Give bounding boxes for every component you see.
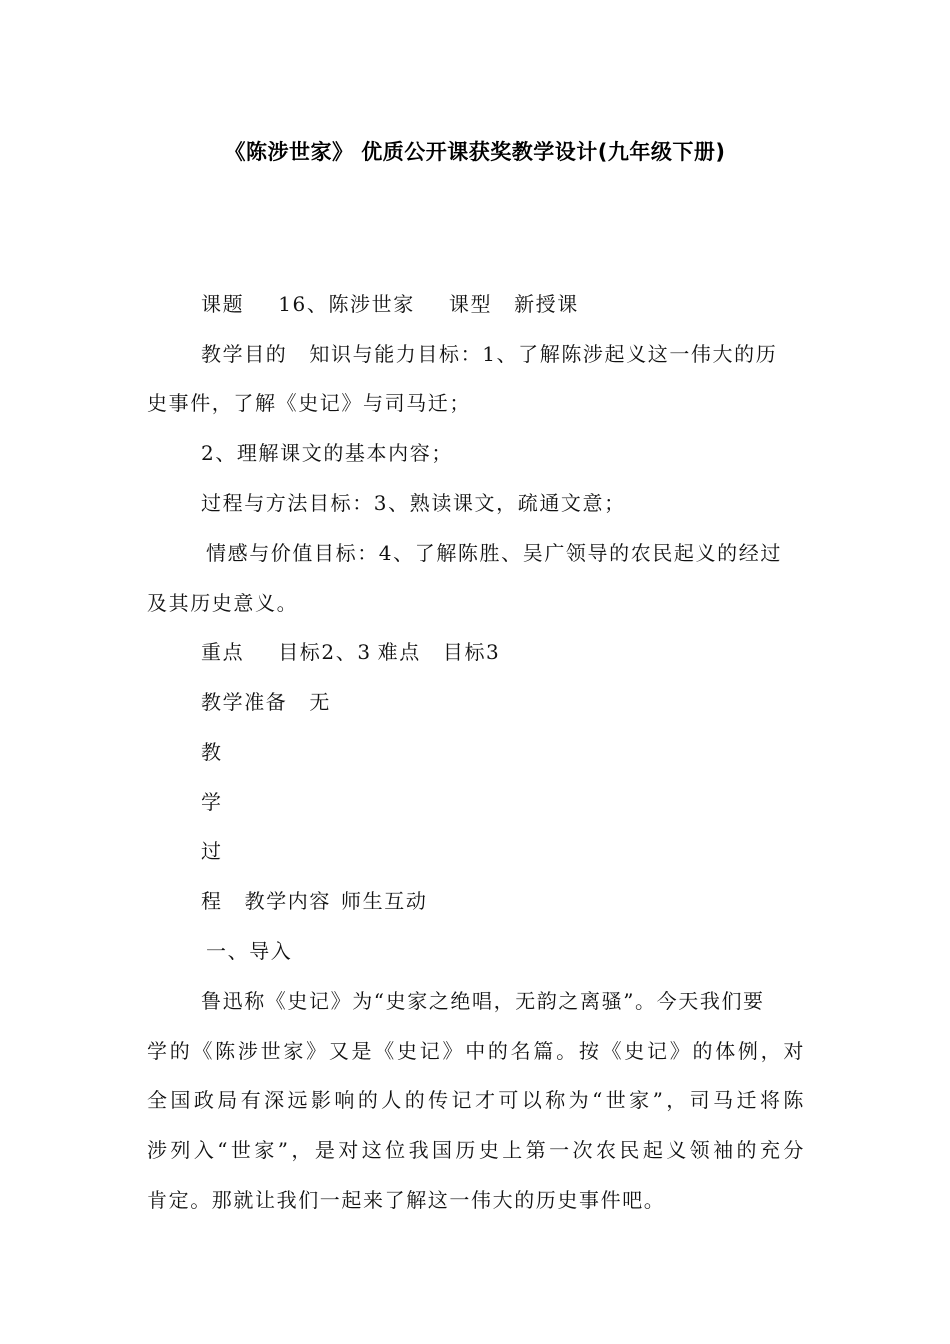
paragraph-line-3: 全国政局有深远影响的人的传记才可以称为“世家”，司马迁将陈 xyxy=(147,1088,805,1112)
objectives-line-4: 过程与方法目标：3、熟读课文，疏通文意； xyxy=(201,491,626,515)
section-heading: 一、导入 xyxy=(206,939,293,963)
preparation-value: 无 xyxy=(309,690,332,714)
process-row xyxy=(201,885,861,914)
objectives-row xyxy=(201,338,861,367)
paragraph-line-1: 鲁迅称《史记》为“史家之绝唱，无韵之离骚”。今天我们要 xyxy=(201,989,765,1013)
difficulty-value: 目标3 xyxy=(442,640,501,664)
process-char-2: 学 xyxy=(201,790,223,814)
document-title: 《陈涉世家》 优质公开课获奖教学设计(九年级下册) xyxy=(224,140,726,164)
process-char-1: 教 xyxy=(201,740,223,764)
objectives-label: 教学目的 xyxy=(201,342,288,366)
topic-value: 16、陈涉世家 xyxy=(278,292,415,316)
objectives-line-6: 及其历史意义。 xyxy=(147,591,299,615)
process-char-4: 程 xyxy=(201,889,223,913)
column-interaction: 师生互动 xyxy=(341,889,428,913)
process-char-3: 过 xyxy=(201,839,223,863)
paragraph-line-2: 学的《陈涉世家》又是《史记》中的名篇。按《史记》的体例，对 xyxy=(147,1039,805,1063)
preparation-row xyxy=(201,686,861,715)
paragraph-line-4: 涉列入“世家”，是对这位我国历史上第一次农民起义领袖的充分 xyxy=(147,1138,805,1162)
type-label: 课型 xyxy=(448,292,493,316)
topic-label: 课题 xyxy=(201,292,245,316)
objectives-line-1: 知识与能力目标：1、了解陈涉起义这一伟大的历 xyxy=(309,342,778,366)
objectives-line-3: 2、理解课文的基本内容； xyxy=(201,441,453,465)
objectives-line-2: 史事件，了解《史记》与司马迁； xyxy=(147,391,471,415)
key-label: 重点 xyxy=(201,640,245,664)
column-content: 教学内容 xyxy=(244,889,332,913)
difficulty-label: 难点 xyxy=(377,640,421,664)
topic-row xyxy=(201,288,861,317)
paragraph-line-5: 肯定。那就让我们一起来了解这一伟大的历史事件吧。 xyxy=(147,1188,666,1212)
objectives-line-5: 情感与价值目标：4、了解陈胜、吴广领导的农民起义的经过 xyxy=(206,541,782,565)
key-value: 目标2、3 xyxy=(278,640,372,664)
preparation-label: 教学准备 xyxy=(201,690,288,714)
key-points-row xyxy=(201,636,861,665)
type-value: 新授课 xyxy=(514,292,579,316)
